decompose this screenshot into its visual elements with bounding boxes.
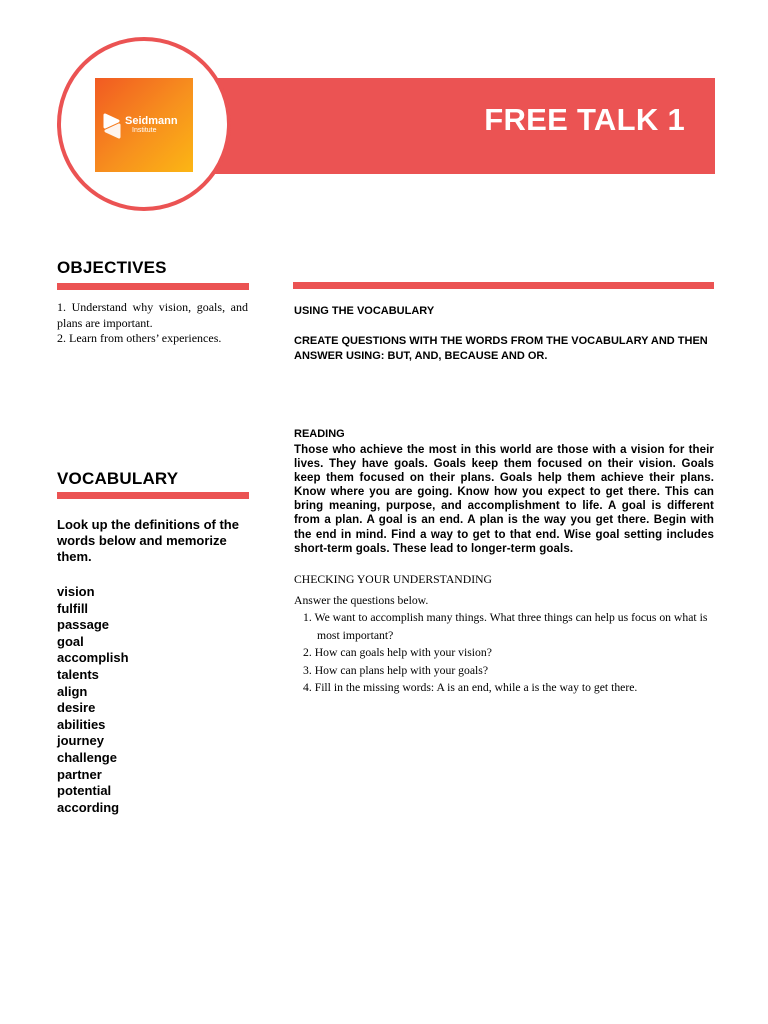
vocabulary-word: accomplish: [57, 650, 129, 666]
vocabulary-word: abilities: [57, 716, 106, 732]
vocabulary-rule: [57, 492, 249, 499]
checking-heading: CHECKING YOUR UNDERSTANDING: [294, 573, 492, 586]
question-item: 3. How can plans help with your goals?: [303, 663, 489, 677]
vocabulary-word: passage: [57, 617, 110, 633]
vocabulary-list: [57, 584, 129, 816]
vocabulary-heading: VOCABULARY: [57, 469, 179, 488]
vocabulary-word: align: [57, 683, 88, 699]
vocabulary-word: challenge: [57, 749, 117, 765]
question-list: [294, 609, 714, 697]
question-item: 2. How can goals help with your vision?: [303, 646, 492, 659]
checking-section: [294, 571, 714, 697]
objective-item: 1. Understand why vision, goals, and plans are important.: [57, 300, 248, 330]
checking-intro: Answer the questions below.: [294, 593, 429, 607]
vocabulary-word: goal: [57, 633, 84, 649]
title-banner: [200, 78, 715, 174]
logo-name: Seidmann: [125, 115, 178, 127]
logo-subtitle: Institute: [132, 127, 157, 134]
logo-circle: [57, 37, 231, 211]
vocabulary-word: potential: [57, 783, 112, 799]
vocabulary-intro: Look up the definitions of the words below and memorize them.: [57, 517, 239, 564]
page-title: FREE TALK 1: [484, 102, 685, 137]
vocabulary-word: talents: [57, 666, 99, 682]
question-item: 1. We want to accomplish many things. What three things can help us focus on what is most important?: [303, 611, 708, 642]
vocabulary-word: according: [57, 799, 120, 815]
objective-item: 2. Learn from others’ experiences.: [57, 331, 222, 345]
logo: [95, 78, 193, 172]
vocabulary-word: desire: [57, 700, 96, 716]
using-vocabulary-instruction: CREATE QUESTIONS WITH THE WORDS FROM THE VOCABULARY AND THEN ANSWER USING: BUT, AND, BECAUSE AND OR.: [294, 335, 708, 362]
objectives-heading: OBJECTIVES: [57, 258, 167, 277]
using-vocabulary-heading: USING THE VOCABULARY: [294, 305, 435, 317]
objectives-list: [57, 300, 248, 347]
vocabulary-word: partner: [57, 766, 102, 782]
vocabulary-word: journey: [57, 733, 104, 749]
right-column-rule: [293, 282, 714, 289]
vocabulary-word: fulfill: [57, 600, 89, 616]
reading-passage: Those who achieve the most in this world are those with a vision for their lives. They have goals. Goals keep them focused on their vision. Goals keep them focused on their plans. Goals help them achieve their plans. Know where you are going. Know how you expect to get there. This can bring meaning, purpose, and accomplishment to life. A goal is different from a plan. A goal is an end. A plan is the way you get there. Begin with the end in mind. Find a way to get to that end. Wise goal setting includes short-term goals. These lead to longer-term goals.: [294, 444, 714, 555]
logo-mark-icon: [101, 112, 123, 140]
reading-heading: READING: [294, 428, 345, 440]
objectives-rule: [57, 283, 249, 290]
question-item: 4. Fill in the missing words: A is an end, while a is the way to get there.: [303, 681, 638, 694]
vocabulary-word: vision: [57, 584, 95, 599]
